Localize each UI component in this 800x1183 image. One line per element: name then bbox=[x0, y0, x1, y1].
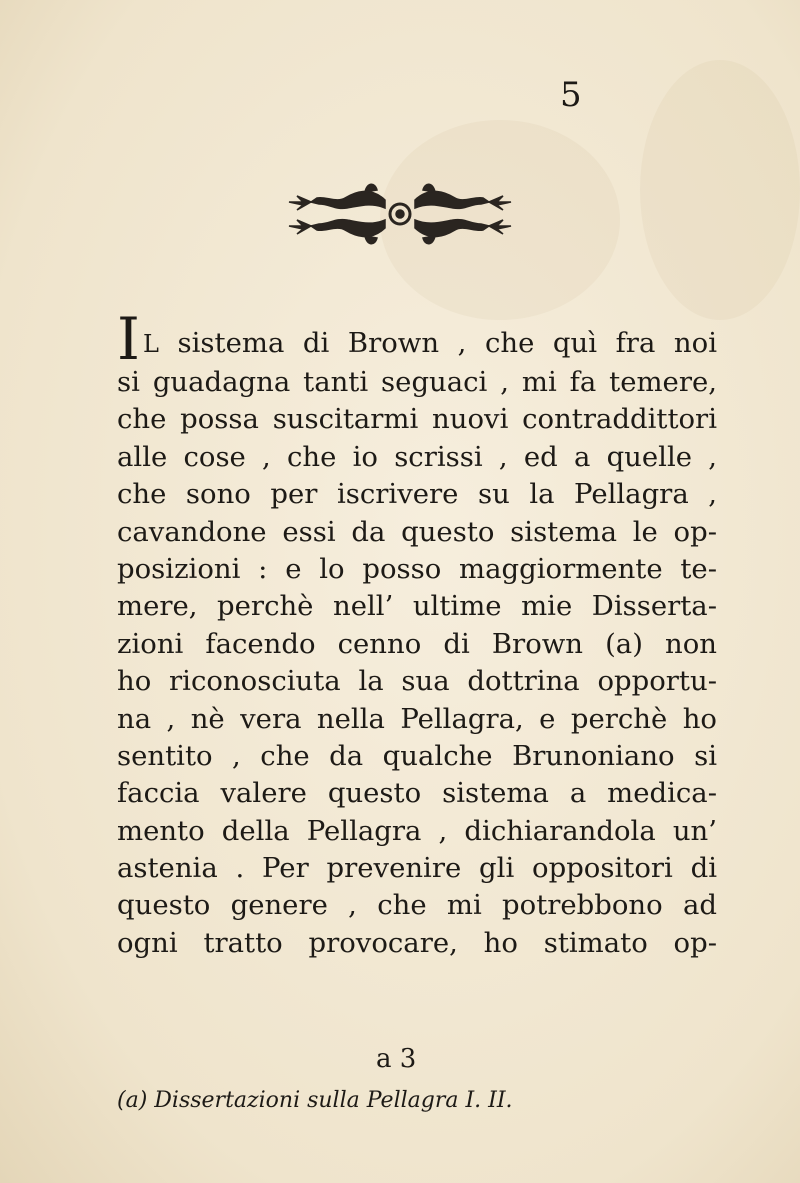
page-number: 5 bbox=[560, 75, 582, 115]
text-line: cavandone essi da questo sistema le op- bbox=[117, 515, 717, 548]
first-line bbox=[117, 305, 717, 373]
main-text bbox=[117, 305, 717, 962]
first-line-text: sistema di Brown , che quì fra noi bbox=[158, 327, 717, 359]
text-line: questo genere , che mi potrebbono ad bbox=[117, 889, 717, 922]
floral-ornament-icon bbox=[275, 178, 525, 250]
text-line: mento della Pellagra , dichiarandola un’ bbox=[117, 814, 717, 847]
text-line: alle cose , che io scrissi , ed a quelle , bbox=[117, 440, 717, 473]
text-line: astenia . Per prevenire gli oppositori di bbox=[117, 852, 717, 885]
text-line: zioni facendo cenno di Brown (a) non bbox=[117, 627, 717, 660]
text-line: ogni tratto provocare, ho stimato op- bbox=[117, 926, 717, 959]
paper-stain bbox=[640, 60, 800, 320]
signature-mark: a 3 bbox=[376, 1044, 417, 1074]
text-line: che sono per iscrivere su la Pellagra , bbox=[117, 478, 717, 511]
text-line: mere, perchè nell’ ultime mie Disserta- bbox=[117, 590, 717, 623]
footnote: (a) Dissertazioni sulla Pellagra I. II. bbox=[117, 1088, 513, 1113]
text-line: ho riconosciuta la sua dottrina opportu- bbox=[117, 665, 717, 698]
text-line: posizioni : e lo posso maggiormente te- bbox=[117, 552, 717, 585]
first-line-caps: L bbox=[143, 330, 159, 358]
text-line: faccia valere questo sistema a medica- bbox=[117, 777, 717, 810]
text-line: che possa suscitarmi nuovi contraddittori bbox=[117, 403, 717, 436]
text-line: na , nè vera nella Pellagra, e perchè ho bbox=[117, 702, 717, 735]
text-line: sentito , che da qualche Brunoniano si bbox=[117, 739, 717, 772]
drop-cap: I bbox=[117, 305, 140, 373]
text-line: si guadagna tanti seguaci , mi fa temere, bbox=[117, 366, 717, 398]
